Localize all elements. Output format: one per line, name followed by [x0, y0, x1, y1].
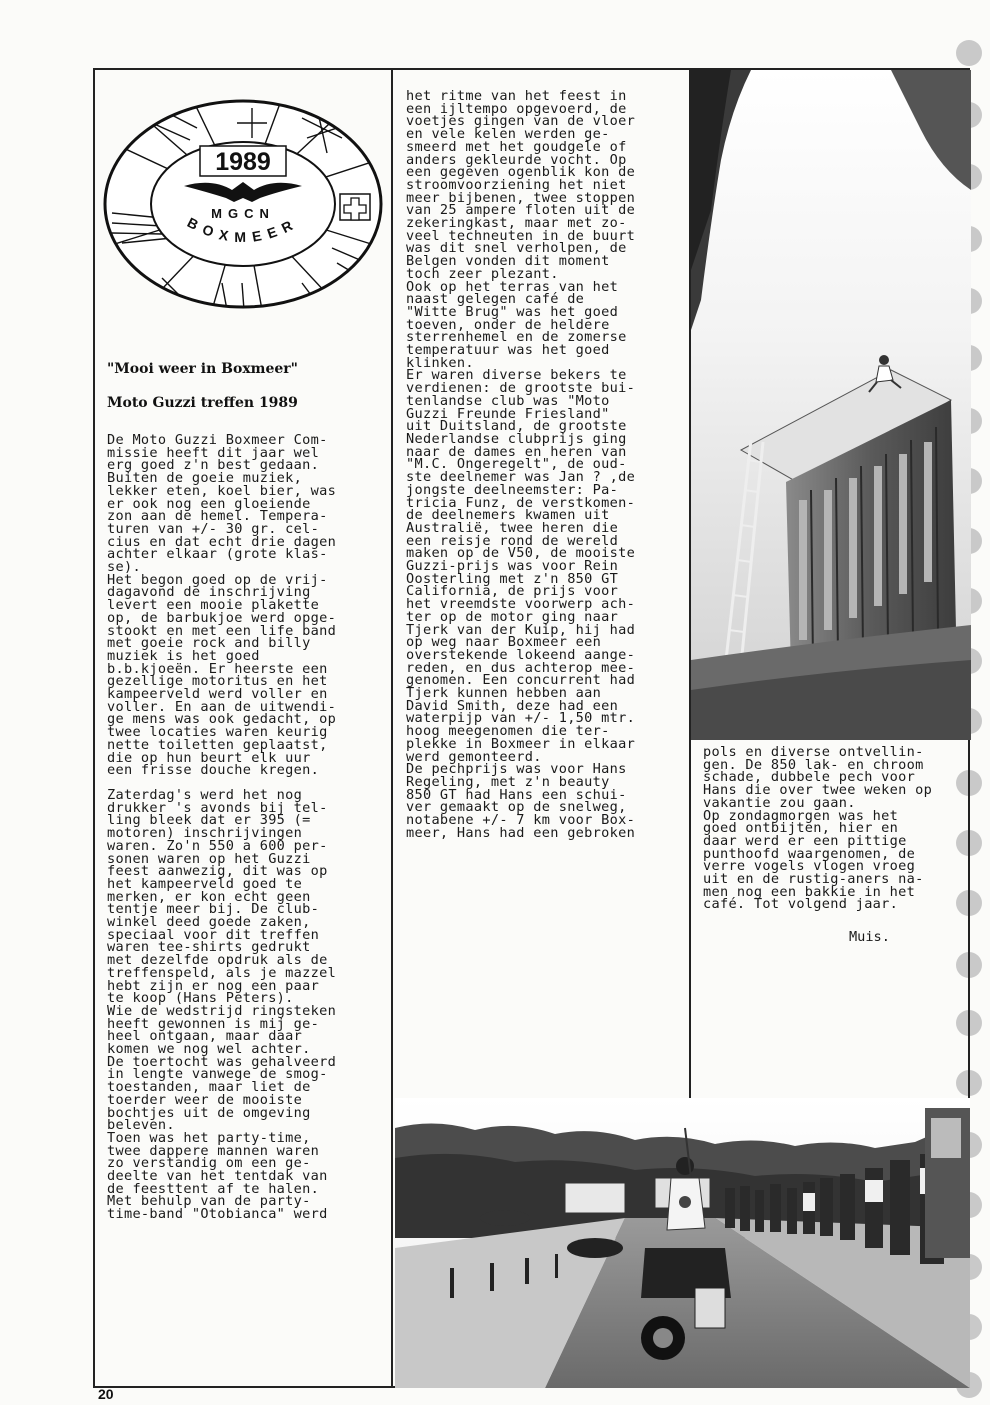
- text-line: te koop (Hans Peters).: [107, 990, 294, 1007]
- text-line: tricia Funz, de verstkomen-: [406, 494, 636, 511]
- text-line: waren. Zo'n 550 a 600 per-: [107, 837, 328, 854]
- text-line: genomen. Een concurrent had: [406, 672, 636, 689]
- text-line: pols en diverse ontvellin-: [703, 746, 924, 760]
- text-line: er ook nog een gloeiende: [107, 495, 311, 512]
- text-line: bochtjes uit de omgeving: [107, 1104, 311, 1121]
- text-line: time-band "Otobianca" werd: [107, 1206, 328, 1223]
- text-line: werd gemonteerd.: [406, 748, 542, 765]
- text-line: in lengte vanwege de smog-: [107, 1066, 328, 1083]
- text-line: Tjerk kunnen hebben aan: [406, 685, 602, 702]
- text-line: missie heeft dit jaar wel: [107, 444, 320, 461]
- text-line: heel ontgaan, maar daar: [107, 1028, 303, 1045]
- text-line: Nederlandse clubprijs ging: [406, 430, 627, 447]
- text-line: California, de prijs voor: [406, 583, 619, 600]
- text-line: verdienen: de grootste bui-: [406, 380, 636, 397]
- text-line: men nog een bakkie in het: [703, 883, 916, 900]
- text-line: voller. En aan de uitwendi-: [107, 698, 337, 715]
- text-line: café. Tot volgend jaar.: [703, 896, 899, 912]
- text-line: met dezelfde opdruk als de: [107, 952, 328, 969]
- text-line: ge mens was ook gedacht, op: [107, 711, 337, 728]
- article-column-2: [406, 90, 686, 839]
- text-line: deelte van het tentdak van: [107, 1168, 328, 1185]
- text-line: drukker 's avonds bij tel-: [107, 799, 328, 816]
- text-line: Regeling, met z'n beauty: [406, 773, 610, 790]
- text-line: David Smith, deze had een: [406, 697, 619, 714]
- text-line: winkel deed goede zaken,: [107, 914, 311, 931]
- text-line: Ook op het terras van het: [406, 278, 619, 295]
- text-line: ste deelnemer was Jan ? ,de: [406, 469, 636, 486]
- text-line: De pechprijs was voor Hans: [406, 761, 627, 778]
- text-line: een reisje rond de wereld: [406, 532, 619, 549]
- text-line: "Witte Brug" was het goed: [406, 303, 619, 320]
- text-line: kampeerveld werd voller en: [107, 686, 328, 703]
- text-line: met goeie rock and billy: [107, 635, 311, 652]
- text-line: notabene +/- 7 km voor Box-: [406, 812, 636, 829]
- text-line: ling bleek dat er 395 (=: [107, 812, 311, 829]
- text-line: een ijltempo opgevoerd, de: [406, 100, 627, 117]
- page-number: 20: [98, 1386, 114, 1402]
- text-line: overstekende lokeend aange-: [406, 646, 636, 663]
- text-line: Het begon goed op de vrij-: [107, 571, 328, 588]
- article-column-1: [107, 434, 387, 1221]
- text-line: achter elkaar (grote klas-: [107, 546, 328, 563]
- text-line: verre vogels vlogen vroeg: [703, 858, 916, 875]
- text-line: op weg naar Boxmeer een: [406, 634, 602, 651]
- text-line: nette toiletten geplaatst,: [107, 736, 328, 753]
- text-line: muziek is het goed: [107, 647, 260, 664]
- text-line: het ritme van het feest in: [406, 88, 627, 104]
- photo-tent-roof: [691, 70, 971, 740]
- text-line: erg goed z'n best gedaan.: [107, 457, 320, 474]
- text-line: De Moto Guzzi Boxmeer Com-: [107, 432, 328, 448]
- text-line: Wie de wedstrijd ringsteken: [107, 1002, 337, 1019]
- text-line: waren tee-shirts gedrukt: [107, 939, 311, 956]
- text-line: vakantie zou gaan.: [703, 794, 856, 811]
- text-line: smeerd met het goudgele of: [406, 138, 627, 155]
- treffen-logo: [102, 98, 384, 310]
- text-line: uit en de rustig-aners na-: [703, 871, 924, 888]
- text-line: Met behulp van de party-: [107, 1193, 311, 1210]
- text-line: toch zeer plezant.: [406, 265, 559, 282]
- text-line: tentje meer bij. De club-: [107, 901, 320, 918]
- text-line: het vreemdste voorwerp ach-: [406, 596, 636, 613]
- text-line: de feesttent af te halen.: [107, 1180, 320, 1197]
- text-line: gezellige motoritus en het: [107, 673, 328, 690]
- text-line: De toertocht was gehalveerd: [107, 1053, 337, 1070]
- text-line: gen. De 850 lak- en chroom: [703, 756, 924, 773]
- photo-motorcycle-road: [395, 1098, 970, 1388]
- text-line: meer, Hans had een gebroken: [406, 824, 636, 841]
- text-line: speciaal voor dit treffen: [107, 926, 320, 943]
- article-title: "Mooi weer in Boxmeer": [107, 361, 298, 377]
- text-line: de deelnemers kwamen uit: [406, 507, 610, 524]
- text-line: Belgen vonden dit moment: [406, 253, 610, 270]
- text-line: b.b.kjoeën. Er heerste een: [107, 660, 328, 677]
- text-line: stroomvoorziening het niet: [406, 176, 627, 193]
- text-line: klinken.: [406, 354, 474, 371]
- author-signature: Muis.: [849, 929, 890, 945]
- text-line: daar werd er een pittige: [703, 832, 907, 849]
- article-column-3: [703, 746, 965, 911]
- text-line: sterrenhemel en de zomerse: [406, 329, 627, 346]
- text-line: "M.C. Ongeregelt", de oud-: [406, 456, 627, 473]
- text-line: maken op de V50, de mooiste: [406, 545, 636, 562]
- text-line: turen van +/- 30 gr. cel-: [107, 520, 320, 537]
- text-line: zekeringkast, maar met zo-: [406, 215, 627, 232]
- text-line: punthoofd waargenomen, de: [703, 845, 916, 862]
- text-line: lekker eten, koel bier, was: [107, 482, 337, 499]
- text-line: een gegeven ogenblik kon de: [406, 164, 636, 181]
- text-line: voetjes gingen van de vloer: [406, 113, 636, 130]
- text-line: ver gemaakt op de snelweg,: [406, 799, 627, 816]
- text-line: toestanden, maar liet de: [107, 1079, 311, 1096]
- text-line: tenlandse club was "Moto: [406, 392, 610, 409]
- text-line: op, de barbukjoe werd opge-: [107, 609, 337, 626]
- text-line: Toen was het party-time,: [107, 1129, 311, 1146]
- text-line: waterpijp van +/- 1,50 mtr.: [406, 710, 636, 727]
- text-line: stookt en met een life band: [107, 622, 337, 639]
- text-line: plekke in Boxmeer in elkaar: [406, 735, 636, 752]
- text-line: Er waren diverse bekers te: [406, 367, 627, 384]
- text-line: veel techneuten in de buurt: [406, 227, 636, 244]
- text-line: Australië, twee heren die: [406, 519, 619, 536]
- text-line: cius en dat echt drie dagen: [107, 533, 337, 550]
- text-line: anders gekleurde vocht. Op: [406, 151, 627, 168]
- text-line: twee locaties waren keurig: [107, 724, 328, 741]
- logo-club: MGCN: [211, 206, 275, 221]
- text-line: temperatuur was het goed: [406, 342, 610, 359]
- text-line: en vele kelen werden ge-: [406, 126, 610, 143]
- text-line: heeft gewonnen is mij ge-: [107, 1015, 320, 1032]
- text-line: merken, er kon echt geen: [107, 888, 311, 905]
- text-line: schade, dubbele pech voor: [703, 769, 916, 786]
- text-line: uit Duitsland, de grootste: [406, 418, 627, 435]
- text-line: toeven, onder de heldere: [406, 316, 610, 333]
- text-line: meer bijbenen, twee stoppen: [406, 189, 636, 206]
- text-line: beleven.: [107, 1117, 175, 1134]
- text-line: Guzzi-prijs was voor Rein: [406, 558, 619, 575]
- text-line: dagavond de inschrijving: [107, 584, 311, 601]
- text-line: jongste deelneemster: Pa-: [406, 481, 619, 498]
- text-line: sonen waren op het Guzzi: [107, 850, 311, 867]
- text-line: se).: [107, 559, 141, 576]
- text-line: zon aan de hemel. Tempera-: [107, 508, 328, 525]
- text-line: zo verstandig om een ge-: [107, 1155, 311, 1172]
- text-line: motoren) inschrijvingen: [107, 825, 303, 842]
- text-line: reden, en dus achterop mee-: [406, 659, 636, 676]
- text-line: een frisse douche kregen.: [107, 762, 320, 779]
- logo-town: BOXMEER: [184, 214, 302, 246]
- text-line: die op hun beurt elk uur: [107, 749, 311, 766]
- text-line: Zaterdag's werd het nog: [107, 786, 303, 803]
- text-line: Hans die over twee weken op: [703, 782, 933, 799]
- text-line: naar de dames en heren van: [406, 443, 627, 460]
- article-subtitle: Moto Guzzi treffen 1989: [107, 395, 298, 411]
- text-line: naast gelegen café de: [406, 291, 585, 308]
- text-line: toerder weer de mooiste: [107, 1091, 303, 1108]
- text-line: Guzzi Freunde Friesland": [406, 405, 610, 422]
- text-line: 850 GT had Hans een schui-: [406, 786, 627, 803]
- column-divider: [391, 68, 393, 1388]
- text-line: treffenspeld, als je mazzel: [107, 964, 337, 981]
- text-line: hoog meegenomen die ter-: [406, 723, 610, 740]
- text-line: van 25 ampere floten uit de: [406, 202, 636, 219]
- text-line: levert een mooie plakette: [107, 597, 320, 614]
- text-line: was dit snel verholpen, de: [406, 240, 627, 257]
- text-line: goed ontbijten, hier en: [703, 820, 899, 837]
- text-line: Buiten de goeie muziek,: [107, 470, 303, 487]
- text-line: feest aanwezig, dit was op: [107, 863, 328, 880]
- text-line: Oosterling met z'n 850 GT: [406, 570, 619, 587]
- text-line: ter op de motor ging naar: [406, 608, 619, 625]
- text-line: het kampeerveld goed te: [107, 875, 303, 892]
- text-line: twee dappere mannen waren: [107, 1142, 320, 1159]
- logo-year: 1989: [215, 148, 271, 176]
- text-line: komen we nog wel achter.: [107, 1041, 311, 1058]
- text-line: Op zondagmorgen was het: [703, 807, 899, 824]
- text-line: hebt zijn er nog een paar: [107, 977, 320, 994]
- text-line: Tjerk van der Kuip, hij had: [406, 621, 636, 638]
